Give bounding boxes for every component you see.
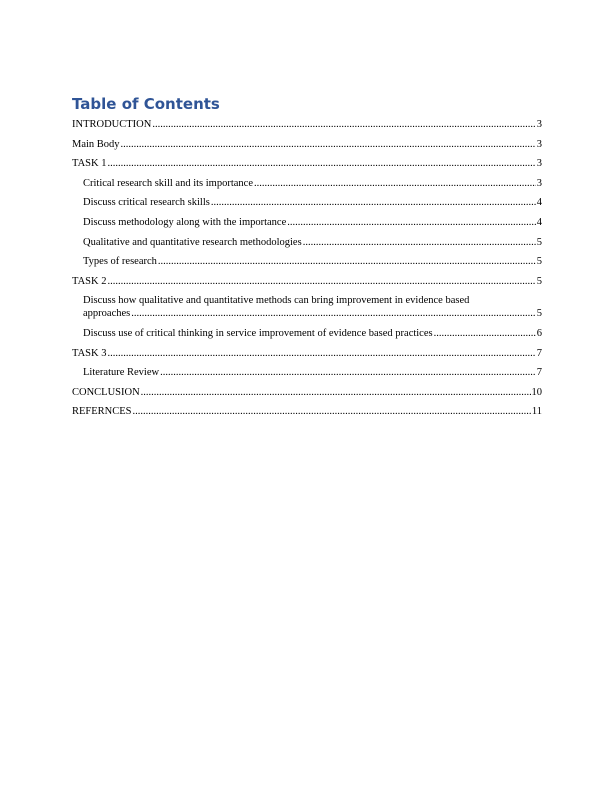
dot-leader [254, 177, 536, 190]
toc-entry-title: Literature Review [83, 367, 160, 379]
toc-heading: Table of Contents [72, 95, 220, 113]
toc-page-number: 3 [536, 119, 542, 130]
dot-leader [133, 405, 531, 418]
toc-entry-title: TASK 2 [72, 275, 107, 287]
toc-entry-conclusion[interactable] [72, 386, 542, 399]
dot-leader [107, 275, 535, 288]
dot-leader [434, 327, 536, 340]
dot-leader [131, 307, 536, 320]
toc-entry-title: Critical research skill and its importance [83, 177, 253, 189]
toc-entry-critical-thinking-service[interactable] [72, 327, 542, 340]
dot-leader [158, 255, 536, 268]
dot-leader [211, 196, 536, 209]
toc-entry-task-2[interactable] [72, 275, 542, 288]
table-of-contents [72, 94, 542, 425]
toc-page-number: 10 [531, 386, 542, 398]
dot-leader [107, 347, 535, 360]
toc-entry-discuss-methodology[interactable] [72, 216, 542, 229]
toc-entry-title: Qualitative and quantitative research methodologies [83, 236, 302, 248]
toc-entry-references[interactable] [72, 405, 542, 418]
toc-entry-discuss-how-methods-improve[interactable] [72, 294, 542, 320]
toc-page-number: 5 [536, 256, 542, 268]
toc-page-number: 4 [536, 216, 542, 228]
dot-leader [152, 118, 535, 131]
dot-leader [160, 366, 536, 379]
toc-page-number: 3 [536, 138, 542, 150]
toc-page-number: 11 [531, 406, 542, 418]
toc-page-number: 7 [536, 347, 542, 359]
toc-page-number: 5 [536, 236, 542, 248]
toc-entry-title: CONCLUSION [72, 386, 140, 398]
toc-page-number: 3 [536, 158, 542, 170]
toc-entry-introduction[interactable] [72, 118, 542, 131]
toc-entry-title-line-1: Discuss how qualitative and quantitative methods can bring improvement in evidence based [83, 295, 470, 307]
toc-entry-title: Discuss critical research skills [83, 197, 210, 209]
dot-leader [121, 138, 536, 151]
dot-leader [141, 386, 531, 399]
toc-page-number: 3 [536, 177, 542, 189]
toc-entry-title: TASK 3 [72, 347, 107, 359]
toc-page-number: 4 [536, 197, 542, 209]
dot-leader [107, 157, 535, 170]
toc-entry-discuss-critical-research-skills[interactable] [72, 196, 542, 209]
toc-entry-task-3[interactable] [72, 347, 542, 360]
toc-entry-title: INTRODUCTION [72, 119, 152, 130]
toc-entry-types-of-research[interactable] [72, 255, 542, 268]
toc-page-number: 6 [536, 327, 542, 339]
toc-entry-main-body[interactable] [72, 138, 542, 151]
toc-page-number: 7 [536, 367, 542, 379]
toc-entry-literature-review[interactable] [72, 366, 542, 379]
toc-entry-title: Main Body [72, 138, 120, 150]
toc-entry-title: Discuss use of critical thinking in service improvement of evidence based practices [83, 327, 433, 339]
toc-entry-critical-research-skill[interactable] [72, 177, 542, 190]
toc-entry-title: REFERNCES [72, 406, 132, 418]
toc-entry-qualitative-quantitative[interactable] [72, 236, 542, 249]
toc-entry-title: Types of research [83, 256, 157, 268]
toc-page-number: 5 [536, 308, 542, 320]
toc-entry-title-line-2: approaches [83, 308, 131, 320]
toc-entry-title: TASK 1 [72, 158, 107, 170]
toc-entry-title: Discuss methodology along with the importance [83, 216, 287, 228]
toc-entry-task-1[interactable] [72, 157, 542, 170]
dot-leader [303, 236, 536, 249]
dot-leader [287, 216, 535, 229]
toc-page-number: 5 [536, 275, 542, 287]
